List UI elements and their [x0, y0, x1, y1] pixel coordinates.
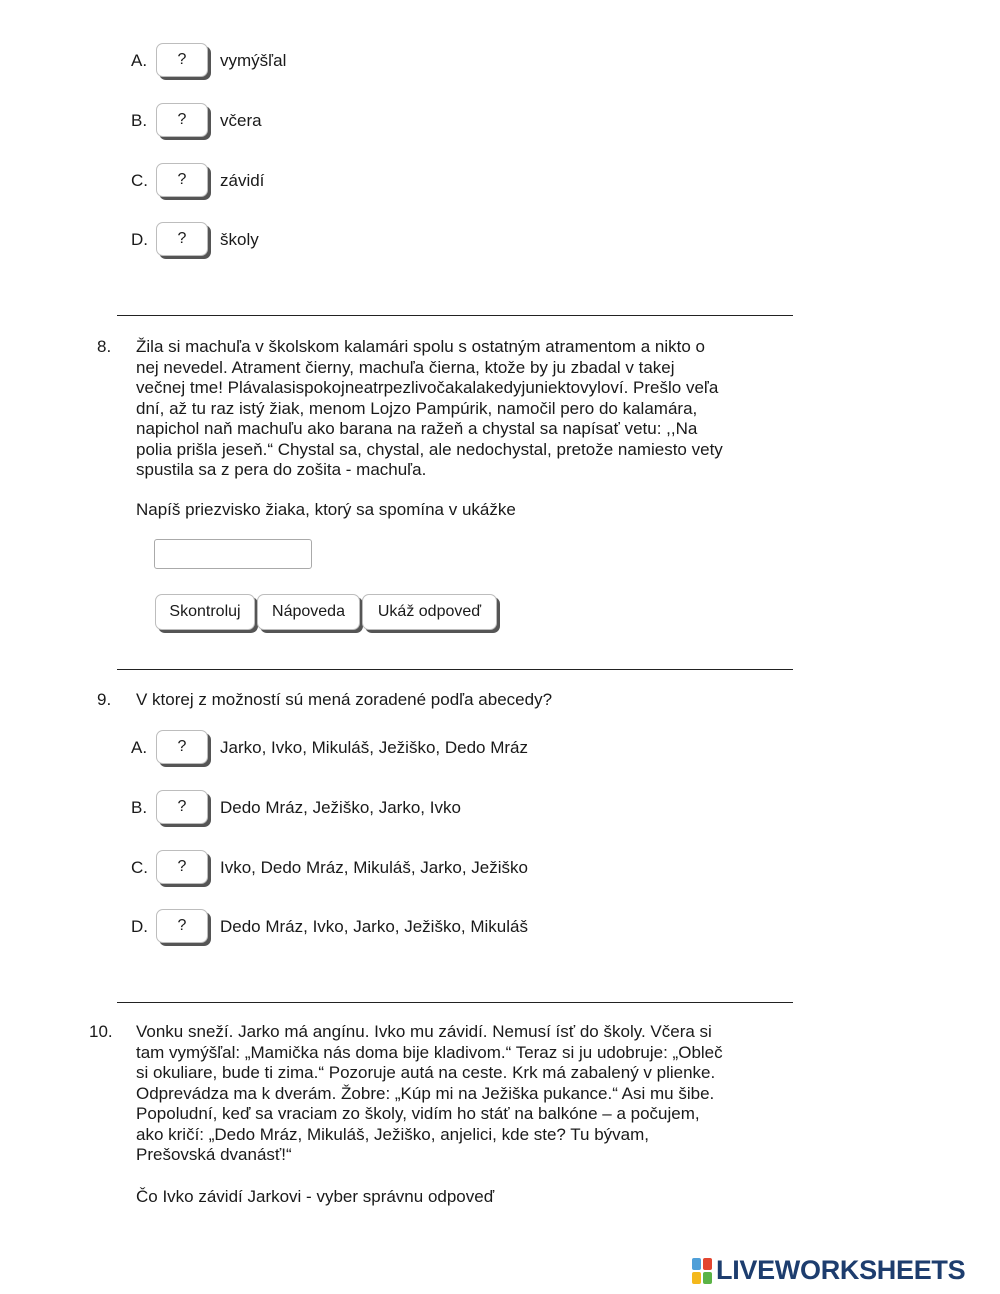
q7-option-a-letter: A. — [131, 51, 148, 70]
q9-option-c-text: Ivko, Dedo Mráz, Mikuláš, Jarko, Ježiško — [220, 858, 528, 877]
q7-option-c-button[interactable]: ? — [156, 163, 208, 197]
q7-option-c-letter: C. — [131, 171, 148, 190]
divider-1 — [117, 315, 793, 316]
q9-option-a-button[interactable]: ? — [156, 730, 208, 764]
q8-line: napichol naň machuľu ako barana na ražeň a chystal sa napísať vetu: ,,Na — [136, 419, 698, 438]
q8-number: 8. — [97, 337, 112, 356]
q10-line: Popoludní, keď sa vraciam zo školy, vidím ho stáť na balkóne – a počujem, — [136, 1104, 700, 1123]
logo-icon — [692, 1258, 712, 1284]
q10-prompt: Čo Ivko závidí Jarkovi - vyber správnu odpoveď — [136, 1187, 495, 1206]
logo-square — [703, 1272, 712, 1284]
liveworksheets-logo — [692, 1255, 965, 1286]
q7-option-a-button[interactable]: ? — [156, 43, 208, 77]
q9-option-c-button[interactable]: ? — [156, 850, 208, 884]
check-button[interactable]: Skontroluj — [155, 594, 255, 630]
q9-option-a-text: Jarko, Ivko, Mikuláš, Ježiško, Dedo Mráz — [220, 738, 528, 757]
q10-line: si okuliare, bude ti zima.“ Pozoruje autá na ceste. Krk má zabalený v plienke. — [136, 1063, 716, 1082]
q9-option-d-text: Dedo Mráz, Ivko, Jarko, Ježiško, Mikuláš — [220, 917, 528, 936]
q7-option-d-button[interactable]: ? — [156, 222, 208, 256]
q9-option-c-letter: C. — [131, 858, 148, 877]
hint-button[interactable]: Nápoveda — [257, 594, 360, 630]
q10-number: 10. — [89, 1022, 113, 1041]
q10-line: Odprevádza ma k dverám. Žobre: „Kúp mi na Ježiška pukance.“ Asi mu šibe. — [136, 1083, 715, 1103]
q8-line: nej nevedel. Atrament čierny, machuľa čierna, ktože by ju zbadal v takej — [136, 357, 675, 377]
q9-option-b-button[interactable]: ? — [156, 790, 208, 824]
show-answer-button[interactable]: Ukáž odpoveď — [362, 594, 497, 630]
q9-number: 9. — [97, 690, 112, 709]
q7-option-d-letter: D. — [131, 230, 148, 249]
q8-prompt: Napíš priezvisko žiaka, ktorý sa spomína v ukážke — [136, 500, 516, 519]
q8-line: dní, až tu raz istý žiak, menom Lojzo Pampúrik, namočil pero do kalamára, — [136, 398, 698, 418]
q9-option-d-letter: D. — [131, 917, 148, 936]
q9-question: V ktorej z možností sú mená zoradené podľa abecedy? — [136, 690, 553, 709]
logo-square — [703, 1258, 712, 1270]
q10-passage — [136, 1022, 786, 1166]
q10-line: Vonku sneží. Jarko má angínu. Ivko mu závidí. Nemusí ísť do školy. Včera si — [136, 1022, 712, 1041]
q9-option-d-button[interactable]: ? — [156, 909, 208, 943]
q9-option-a-letter: A. — [131, 738, 148, 757]
logo-text: LIVEWORKSHEETS — [716, 1255, 966, 1285]
q9-option-b-letter: B. — [131, 798, 148, 817]
q9-option-b-text: Dedo Mráz, Ježiško, Jarko, Ivko — [220, 798, 461, 817]
q10-line: tam vymýšľal: „Mamička nás doma bije kladivom.“ Teraz si ju udobruje: „Obleč — [136, 1042, 723, 1062]
q8-line: spustila sa z pera do zošita - machuľa. — [136, 460, 427, 479]
divider-3 — [117, 1002, 793, 1003]
q7-option-a-text: vymýšľal — [220, 51, 287, 70]
logo-square — [692, 1272, 701, 1284]
q8-passage — [136, 337, 786, 481]
q7-option-c-text: závidí — [220, 171, 265, 190]
q7-option-b-button[interactable]: ? — [156, 103, 208, 137]
q8-answer-input[interactable] — [154, 539, 312, 569]
divider-2 — [117, 669, 793, 670]
q10-line: Prešovská dvanásť!“ — [136, 1145, 292, 1164]
q7-option-b-letter: B. — [131, 111, 148, 130]
q8-line: Žila si machuľa v školskom kalamári spolu s ostatným atramentom a nikto o — [136, 337, 706, 356]
logo-square — [692, 1258, 701, 1270]
q10-line: ako kričí: „Dedo Mráz, Mikuláš, Ježiško, anjelici, kde ste? Tu bývam, — [136, 1124, 650, 1144]
q8-line: večnej tme! Plávalasispokojneatrpezlivočakalakedyjuniektovyloví. Prešlo veľa — [136, 378, 719, 397]
q7-option-b-text: včera — [220, 111, 262, 130]
q8-line: polia prišla jeseň.“ Chystal sa, chystal, ale nedochystal, pretože namiesto vety — [136, 439, 723, 459]
q7-option-d-text: školy — [220, 230, 259, 249]
